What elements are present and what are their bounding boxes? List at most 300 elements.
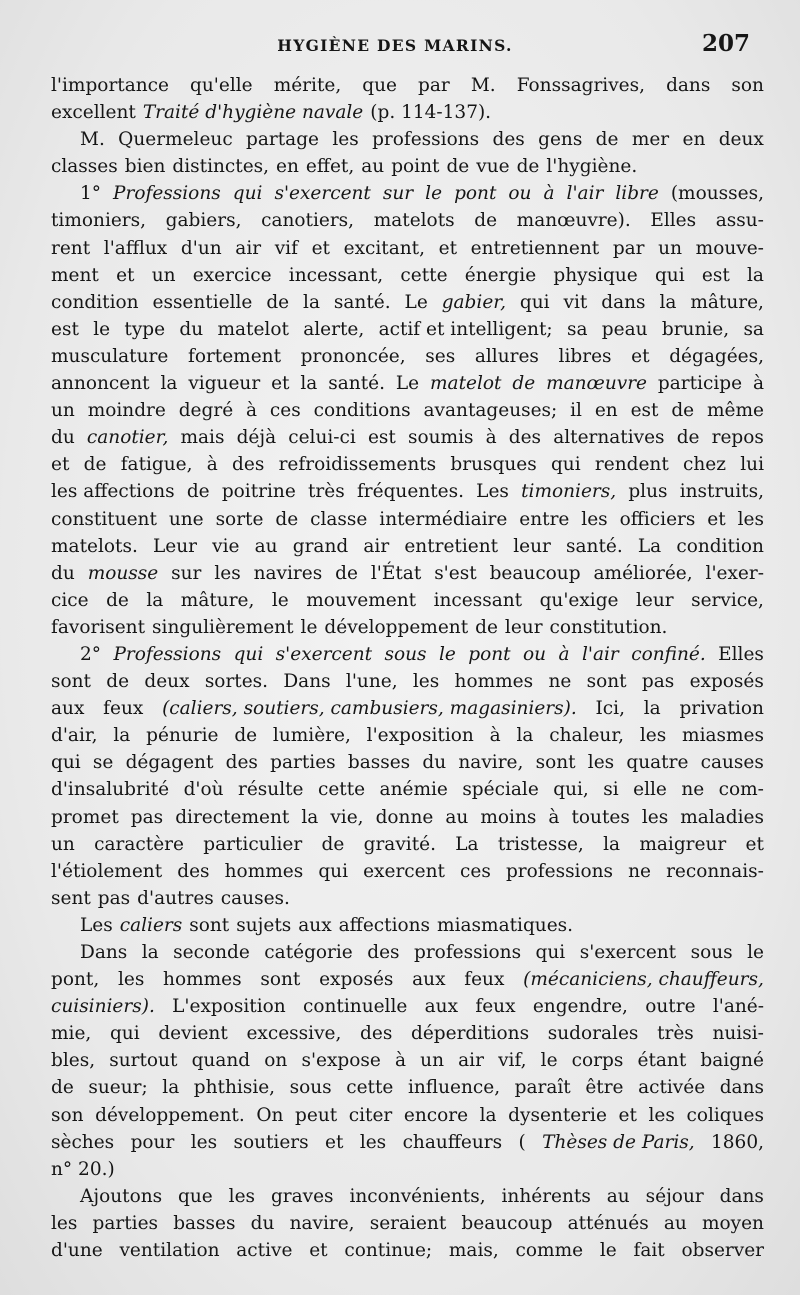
word: de [186, 481, 210, 503]
word: séjour [645, 1185, 704, 1207]
word: dégagées, [669, 345, 764, 367]
word: chauffeurs [402, 1131, 503, 1153]
italic-word: qui [233, 643, 264, 665]
word: la [659, 291, 677, 313]
word: incessant [433, 589, 523, 611]
word: classes [51, 156, 118, 178]
word: l'exposition [366, 725, 474, 747]
word: une [168, 508, 204, 530]
italic-word: matelot [430, 373, 502, 395]
word: sous [690, 942, 733, 963]
word: continue; [344, 1240, 433, 1262]
italic-word: le [438, 643, 456, 665]
text-line [51, 533, 764, 560]
word: se [92, 752, 114, 774]
word: ne [628, 860, 651, 882]
italic-word: le [425, 183, 443, 205]
word: exercice [192, 264, 272, 286]
word: surtout [109, 1050, 178, 1072]
word: au [445, 806, 469, 828]
word: deux [718, 129, 764, 151]
word: pas [130, 806, 164, 828]
italic-word: l'air [581, 643, 619, 665]
italic-word: (caliers, soutiers, cambusiers, magasiniers). [162, 698, 577, 720]
word: les [587, 752, 615, 774]
word: l'une, [345, 671, 398, 693]
word: deux [144, 671, 190, 693]
word: beaucoup [461, 1212, 553, 1234]
word: des [232, 454, 265, 476]
word: à [485, 427, 497, 449]
word: leur [504, 616, 543, 638]
word: d'insalubrité [51, 779, 170, 801]
word: libres [558, 345, 612, 367]
word: à [489, 725, 501, 747]
word: poitrine [221, 481, 296, 503]
word: fatigue, [120, 454, 193, 476]
word: déperditions [411, 1023, 530, 1045]
word: vie, [330, 806, 364, 828]
word: des [367, 942, 400, 963]
word: citer [348, 1104, 393, 1126]
word: à [752, 373, 764, 395]
word: professions [372, 129, 480, 151]
text-line [51, 289, 764, 316]
word: du [51, 562, 75, 584]
italic-word: cuisiniers). [51, 996, 155, 1018]
word: Le [395, 373, 420, 395]
text-line [51, 1047, 764, 1074]
word: matelots [373, 210, 455, 232]
word: alternatives [553, 427, 665, 449]
word: inconvénients, [349, 1185, 486, 1207]
word: de [106, 589, 129, 611]
word: corps [571, 1050, 624, 1072]
word: les [214, 562, 241, 584]
word: le [747, 942, 764, 963]
word: très [657, 1023, 694, 1045]
word: sent [51, 887, 91, 909]
word: celui-ci [288, 427, 356, 449]
word: lui [740, 454, 764, 476]
text-line [51, 1020, 764, 1047]
italic-word: sous [384, 643, 427, 665]
word: est [367, 427, 396, 449]
word: de [446, 156, 470, 178]
word: du [250, 1212, 275, 1234]
word: la [301, 806, 319, 828]
word: améliorée, [593, 562, 693, 584]
italic-word: canotier, [86, 427, 169, 449]
word: pont, [51, 969, 100, 991]
word: gens [538, 129, 583, 151]
word: grand [292, 535, 349, 557]
word: Ajoutons [80, 1185, 163, 1207]
word: déjà [236, 427, 277, 449]
word: la [146, 589, 164, 611]
word: excitant, [343, 237, 425, 259]
word: en [682, 129, 706, 151]
word: privation [679, 698, 764, 720]
word: classe [310, 508, 368, 530]
word: de [106, 671, 130, 693]
italic-word: mousse [87, 562, 159, 584]
word: entretiennent [470, 237, 600, 259]
word: à [548, 806, 560, 828]
word: sous [289, 1077, 332, 1099]
text-line [51, 424, 764, 451]
word: seraient [369, 1212, 447, 1234]
word: officiers [619, 508, 696, 530]
word: basses [347, 752, 411, 774]
word: navires [253, 562, 323, 584]
text-line [51, 587, 764, 614]
word: d'un [180, 237, 222, 259]
word: et [707, 508, 726, 530]
word: partage [246, 129, 320, 151]
word: les [639, 725, 667, 747]
text-line [51, 668, 764, 695]
word: intermédiaire [379, 508, 508, 530]
word: les [359, 1131, 387, 1153]
word: donne [375, 806, 434, 828]
word: qui [550, 454, 581, 476]
text-line [51, 885, 764, 912]
word: développement. [95, 1104, 245, 1126]
word: professions [414, 942, 522, 963]
word: et [438, 237, 458, 259]
word: mouvement [306, 589, 417, 611]
word: qu'elle [190, 75, 253, 96]
word: engendre, [532, 996, 628, 1018]
word: on [264, 1050, 288, 1072]
word: les [51, 1212, 78, 1234]
word: l'importance [51, 75, 169, 96]
word: entretient [404, 535, 499, 557]
text-line [51, 72, 764, 99]
word: 2° [80, 643, 102, 665]
word: ne [548, 671, 572, 693]
word: condition [676, 535, 764, 557]
italic-word: à [558, 643, 570, 665]
word: sujets [236, 914, 292, 936]
word: à [246, 400, 258, 422]
word: exposés [319, 969, 394, 991]
text-line [51, 1210, 764, 1237]
italic-word: timoniers, [521, 481, 617, 503]
word: sortes. [204, 671, 269, 693]
word: chaleur, [549, 725, 625, 747]
word: aux [298, 914, 332, 936]
text-line [51, 776, 764, 803]
word: et [116, 264, 135, 286]
word: excessive, [246, 1023, 342, 1045]
text-line [51, 397, 764, 424]
word: chez [683, 454, 726, 476]
word: santé. [566, 535, 623, 557]
word: l'État [370, 562, 422, 584]
word: de [234, 725, 258, 747]
word: mais [180, 427, 225, 449]
word: un [51, 400, 75, 422]
word: vigueur [188, 373, 261, 395]
word: parties [92, 1212, 159, 1234]
word: l'exer- [705, 562, 764, 584]
word: navire, [458, 752, 524, 774]
word: ces [460, 860, 491, 882]
word: un [51, 833, 75, 855]
italic-word: Professions [113, 643, 222, 665]
word: quand [191, 1050, 251, 1072]
word: tristesse, [497, 833, 584, 855]
word: distinctes, [172, 156, 270, 178]
word: au [606, 1185, 630, 1207]
text-line [51, 153, 764, 180]
word: mouve- [695, 237, 764, 259]
word: Les [476, 481, 509, 503]
text-line [51, 1183, 764, 1210]
word: singulièrement [152, 616, 294, 638]
word: de [475, 616, 498, 638]
word: de [595, 129, 619, 151]
word: 1860, [711, 1131, 764, 1153]
word: sa [566, 318, 588, 340]
word: en [276, 156, 299, 178]
word: l'étiolement [51, 860, 163, 882]
word: au [663, 1212, 687, 1234]
word: les [190, 1131, 218, 1153]
word: de [266, 291, 290, 313]
word: soumis [407, 427, 474, 449]
word: gravité. [363, 833, 436, 855]
word: et [51, 454, 70, 476]
word: la [479, 1104, 497, 1126]
word: cette [400, 264, 448, 286]
word: sont [535, 752, 576, 774]
word: miasmes [682, 725, 764, 747]
word: effet, [305, 156, 355, 178]
word: cette [317, 779, 366, 801]
running-title: HYGIÈNE DES MARINS. [277, 36, 513, 55]
word: entre [519, 508, 570, 530]
word: outre [645, 996, 696, 1018]
word: de [676, 427, 700, 449]
word: n° 20.) [51, 1158, 115, 1180]
word: vue [476, 156, 510, 178]
word: et [618, 1104, 637, 1126]
word: ses [425, 345, 456, 367]
word: vif [274, 237, 298, 259]
word: Quermeleuc [118, 129, 233, 151]
word: ne [681, 779, 705, 801]
word: dans [719, 1077, 764, 1099]
word: sont [189, 914, 230, 936]
word: plus [628, 481, 668, 503]
word: instruits, [679, 481, 764, 503]
word: atténués [567, 1212, 649, 1234]
italic-word: Traité d'hygiène navale [142, 102, 364, 124]
word: paraît [514, 1077, 571, 1099]
word: feux [464, 969, 505, 991]
word: hommes [224, 860, 304, 882]
text-line [51, 993, 764, 1020]
word: et [309, 1240, 328, 1262]
word: de [671, 400, 695, 422]
word: leur [513, 535, 551, 557]
word: basses [173, 1212, 236, 1234]
word: sa [743, 318, 764, 340]
word: favorisent [51, 616, 146, 638]
word: des [225, 752, 258, 774]
text-line [51, 235, 764, 262]
word: un [151, 264, 176, 286]
word: qui [654, 264, 685, 286]
italic-word: gabier, [441, 291, 506, 313]
word: qui [51, 752, 81, 774]
word: mie, [51, 1023, 92, 1045]
word: maigreur [639, 833, 727, 855]
word: les [737, 508, 764, 530]
word: fréquentes. [356, 481, 464, 503]
page-number: 207 [701, 30, 750, 57]
word: les affections [51, 481, 175, 503]
word: rendent [594, 454, 669, 476]
word: il [570, 400, 582, 422]
word: du [51, 427, 75, 449]
text-line [51, 614, 764, 641]
word: santé. [333, 291, 391, 313]
word: aux [51, 698, 85, 720]
word: le [271, 589, 289, 611]
word: d'où [183, 779, 224, 801]
word: observer [681, 1240, 764, 1262]
word: elle [633, 779, 667, 801]
word: étant [637, 1050, 687, 1072]
word: aux [412, 969, 446, 991]
word: cice [51, 589, 89, 611]
word: hommes [454, 671, 534, 693]
text-line [51, 370, 764, 397]
word: moyen [701, 1212, 764, 1234]
text-line [51, 1237, 764, 1264]
italic-word: Professions [113, 183, 221, 205]
word: leur [635, 589, 674, 611]
word: qu'exige [539, 589, 619, 611]
word: son [731, 75, 764, 96]
word: résulte [238, 779, 304, 801]
word: qui, [553, 779, 589, 801]
word: mâture, [180, 589, 255, 611]
word: de [516, 156, 540, 178]
word: bles, [51, 1050, 96, 1072]
word: des [360, 1023, 393, 1045]
word: beaucoup [489, 562, 581, 584]
word: à [394, 1050, 407, 1072]
word: sueur; [88, 1077, 148, 1099]
word: phthisie, [193, 1077, 276, 1099]
word: catégorie [264, 942, 353, 963]
word: sont [586, 671, 627, 693]
word: fait [633, 1240, 665, 1262]
word: professions [505, 860, 614, 882]
word: s'expose [301, 1050, 381, 1072]
word: 1° [80, 183, 102, 205]
italic-word: s'exercent [275, 643, 373, 665]
word: exercent [363, 860, 445, 882]
word: ces [269, 400, 301, 422]
word: condition [51, 291, 139, 313]
word: devient [158, 1023, 228, 1045]
word: influence, [407, 1077, 501, 1099]
word: la [160, 373, 178, 395]
word: la [747, 264, 764, 286]
text-line [51, 560, 764, 587]
word: d'autres [137, 887, 214, 909]
word: parties [270, 752, 336, 774]
word: au [254, 535, 278, 557]
word: service, [691, 589, 764, 611]
word: timoniers, [51, 210, 147, 232]
word: sont [51, 671, 91, 693]
word: feux [475, 996, 516, 1018]
word: un [420, 1050, 444, 1072]
word: M. [80, 129, 105, 151]
word: pas [97, 887, 131, 909]
word: des [492, 129, 525, 151]
word: repos [711, 427, 764, 449]
word: que [362, 75, 397, 96]
word: les [117, 969, 145, 991]
word: de [51, 1077, 74, 1099]
word: est [701, 264, 730, 286]
word: vie [212, 535, 240, 557]
word: et [325, 1131, 344, 1153]
word: très [308, 481, 345, 503]
text-line [51, 722, 764, 749]
word: active [236, 1240, 293, 1262]
word: le [300, 616, 318, 638]
word: par [418, 75, 450, 96]
word: aux [424, 996, 459, 1018]
word: assu- [715, 210, 764, 232]
word: com- [718, 779, 764, 801]
text-line [51, 451, 764, 478]
word: Elles [718, 643, 764, 665]
text-line [51, 641, 764, 668]
word: de [335, 562, 358, 584]
word: même [706, 400, 764, 422]
word: caractère [94, 833, 184, 855]
word: dysenterie [508, 1104, 607, 1126]
italic-word: qui [232, 183, 263, 205]
italic-word: (mécaniciens, chauffeurs, [523, 969, 764, 991]
word: participe [657, 373, 743, 395]
text-line [51, 316, 764, 343]
word: les [641, 806, 669, 828]
word: air [363, 535, 390, 557]
word: gabiers, [165, 210, 242, 232]
word: la [141, 942, 159, 963]
word: navire, [289, 1212, 355, 1234]
word: excellent [51, 102, 136, 124]
word: son [51, 1104, 84, 1126]
word: la [113, 725, 131, 747]
word: les [228, 1185, 256, 1207]
word: sudorales [547, 1023, 639, 1045]
word: la [643, 698, 661, 720]
word: le [599, 1240, 617, 1262]
word: dans [666, 75, 711, 96]
